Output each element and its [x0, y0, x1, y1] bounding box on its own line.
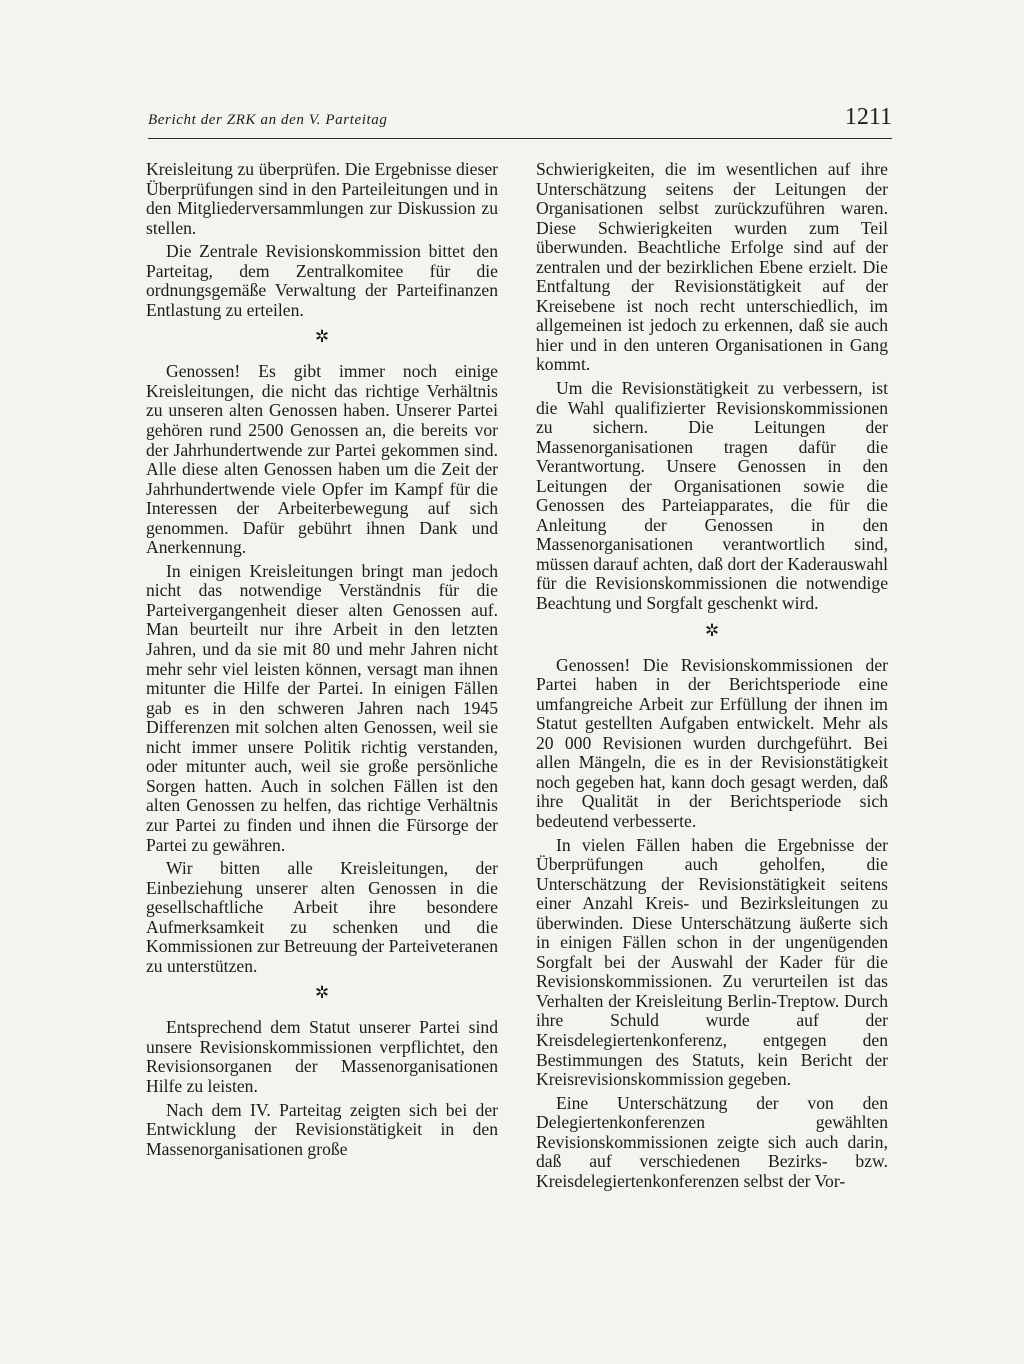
paragraph: Die Zentrale Revisionskommission bittet den Parteitag, dem Zentralkomitee für die ordnungsgemäße Verwaltung der Parteifinanzen Entlastung zu erteilen.	[146, 241, 498, 320]
page-number: 1211	[844, 104, 892, 130]
header-rule	[148, 138, 892, 139]
section-separator-icon: ✲	[314, 983, 330, 1003]
page-header	[148, 104, 892, 138]
left-column	[146, 160, 498, 1163]
paragraph: Eine Unterschätzung der von den Delegiertenkonferenzen gewählten Revisionskommissionen zeigte sich auch darin, daß auf verschiedenen Bezirks- bzw. Kreisdelegiertenkonferenzen selbst der Vor-	[536, 1092, 888, 1191]
paragraph: In einigen Kreisleitungen bringt man jedoch nicht das notwendige Verständnis für die Parteivergangenheit dieser alten Genossen auf. Man beurteilt nur ihre Arbeit in den letzten Jahren, und da sie mit 80 und mehr Jahren nicht mehr sehr viel leisten können, versagt man ihnen mitunter die Hilfe der Partei. In einigen Fällen gab es in den schweren Jahren nach 1945 Differenzen mit solchen alten Genossen, weil sie nicht immer unsere Politik richtig verstanden, oder mitunter auch, weil sie große persönliche Sorgen hatten. Auch in solchen Fällen ist den alten Genossen zu helfen, das richtige Verhältnis zur Partei zu finden und ihnen die Fürsorge der Partei zu gewähren.	[146, 560, 498, 855]
paragraph: In vielen Fällen haben die Ergebnisse der Überprüfungen auch geholfen, die Unterschätzung der Revisionstätigkeit seitens einer Anzahl Kreis- und Bezirksleitungen zu überwinden. Diese Unterschätzung äußerte sich in einigen Fällen schon in der ungenügenden Sorgfalt bei der Auswahl der Kader für die Revisionskommissionen. Zu verurteilen ist das Verhalten der Kreisleitung Berlin-Treptow. Durch ihre Schuld wurde auf der Kreisdelegiertenkonferenz, entgegen den Bestimmungen des Statuts, kein Bericht der Kreisrevisionskommission gegeben.	[536, 834, 888, 1090]
paragraph: Um die Revisionstätigkeit zu verbessern, ist die Wahl qualifizierter Revisionskommissionen zu sichern. Die Leitungen der Massenorganisationen tragen dafür die Verantwortung. Unsere Genossen in den Leitungen der Organisationen sowie die Genossen des Parteiapparates, die für die Anleitung der Genossen in den Massenorganisationen verantwortlich sind, müssen darauf achten, daß dort der Kaderauswahl für die Revisionskommissionen die notwendige Beachtung und Sorgfalt geschenkt wird.	[536, 378, 888, 614]
paragraph: Wir bitten alle Kreisleitungen, der Einbeziehung unserer alten Genossen in die gesellschaftliche Arbeit ihre besondere Aufmerksamkeit zu schenken und die Kommissionen zur Betreuung der Parteiveteranen zu unterstützen.	[146, 858, 498, 976]
paragraph: Nach dem IV. Parteitag zeigten sich bei der Entwicklung der Revisionstätigkeit in den Massenorganisationen große	[146, 1099, 498, 1159]
paragraph: Genossen! Die Revisionskommissionen der Partei haben in der Berichtsperiode eine umfangreiche Arbeit zur Erfüllung der ihnen im Statut gestellten Aufgaben entwickelt. Mehr als 20 000 Revisionen wurden durchgeführt. Bei allen Mängeln, die es in der Revisionstätigkeit noch gegeben hat, kann doch gesagt werden, daß ihre Qualität in der Berichtsperiode sich bedeutend verbesserte.	[536, 654, 888, 831]
paragraph: Schwierigkeiten, die im wesentlichen auf ihre Unterschätzung seitens der Leitungen der Organisationen selbst zurückzuführen waren. Diese Schwierigkeiten wurden zum Teil überwunden. Beachtliche Erfolge sind auf der zentralen und der bezirklichen Ebene erzielt. Die Entfaltung der Revisionstätigkeit auf der Kreisebene ist noch recht unterschiedlich, im allgemeinen ist jedoch zu erkennen, daß sie auch hier und in den unteren Organisationen in Gang kommt.	[536, 159, 888, 375]
section-separator-icon: ✲	[704, 620, 720, 640]
right-column	[536, 160, 888, 1195]
paragraph: Entsprechend dem Statut unserer Partei sind unsere Revisionskommissionen verpflichtet, den Revisionsorganen der Massenorganisationen Hilfe zu leisten.	[146, 1017, 498, 1096]
running-head: Bericht der ZRK an den V. Parteitag	[148, 112, 388, 128]
paragraph: Kreisleitung zu überprüfen. Die Ergebnisse dieser Überprüfungen sind in den Parteileitungen und in den Mitgliederversammlungen zur Diskussion zu stellen.	[146, 159, 498, 238]
section-separator-icon: ✲	[314, 327, 330, 347]
paragraph: Genossen! Es gibt immer noch einige Kreisleitungen, die nicht das richtige Verhältnis zu unseren alten Genossen haben. Unserer Partei gehören rund 2500 Genossen an, die bereits vor der Jahrhundertwende zur Partei gekommen sind. Alle diese alten Genossen haben um die Zeit der Jahrhundertwende viele Opfer im Kampf für die Interessen der Arbeiterbewegung auf sich genommen. Dafür gebührt ihnen Dank und Anerkennung.	[146, 361, 498, 558]
